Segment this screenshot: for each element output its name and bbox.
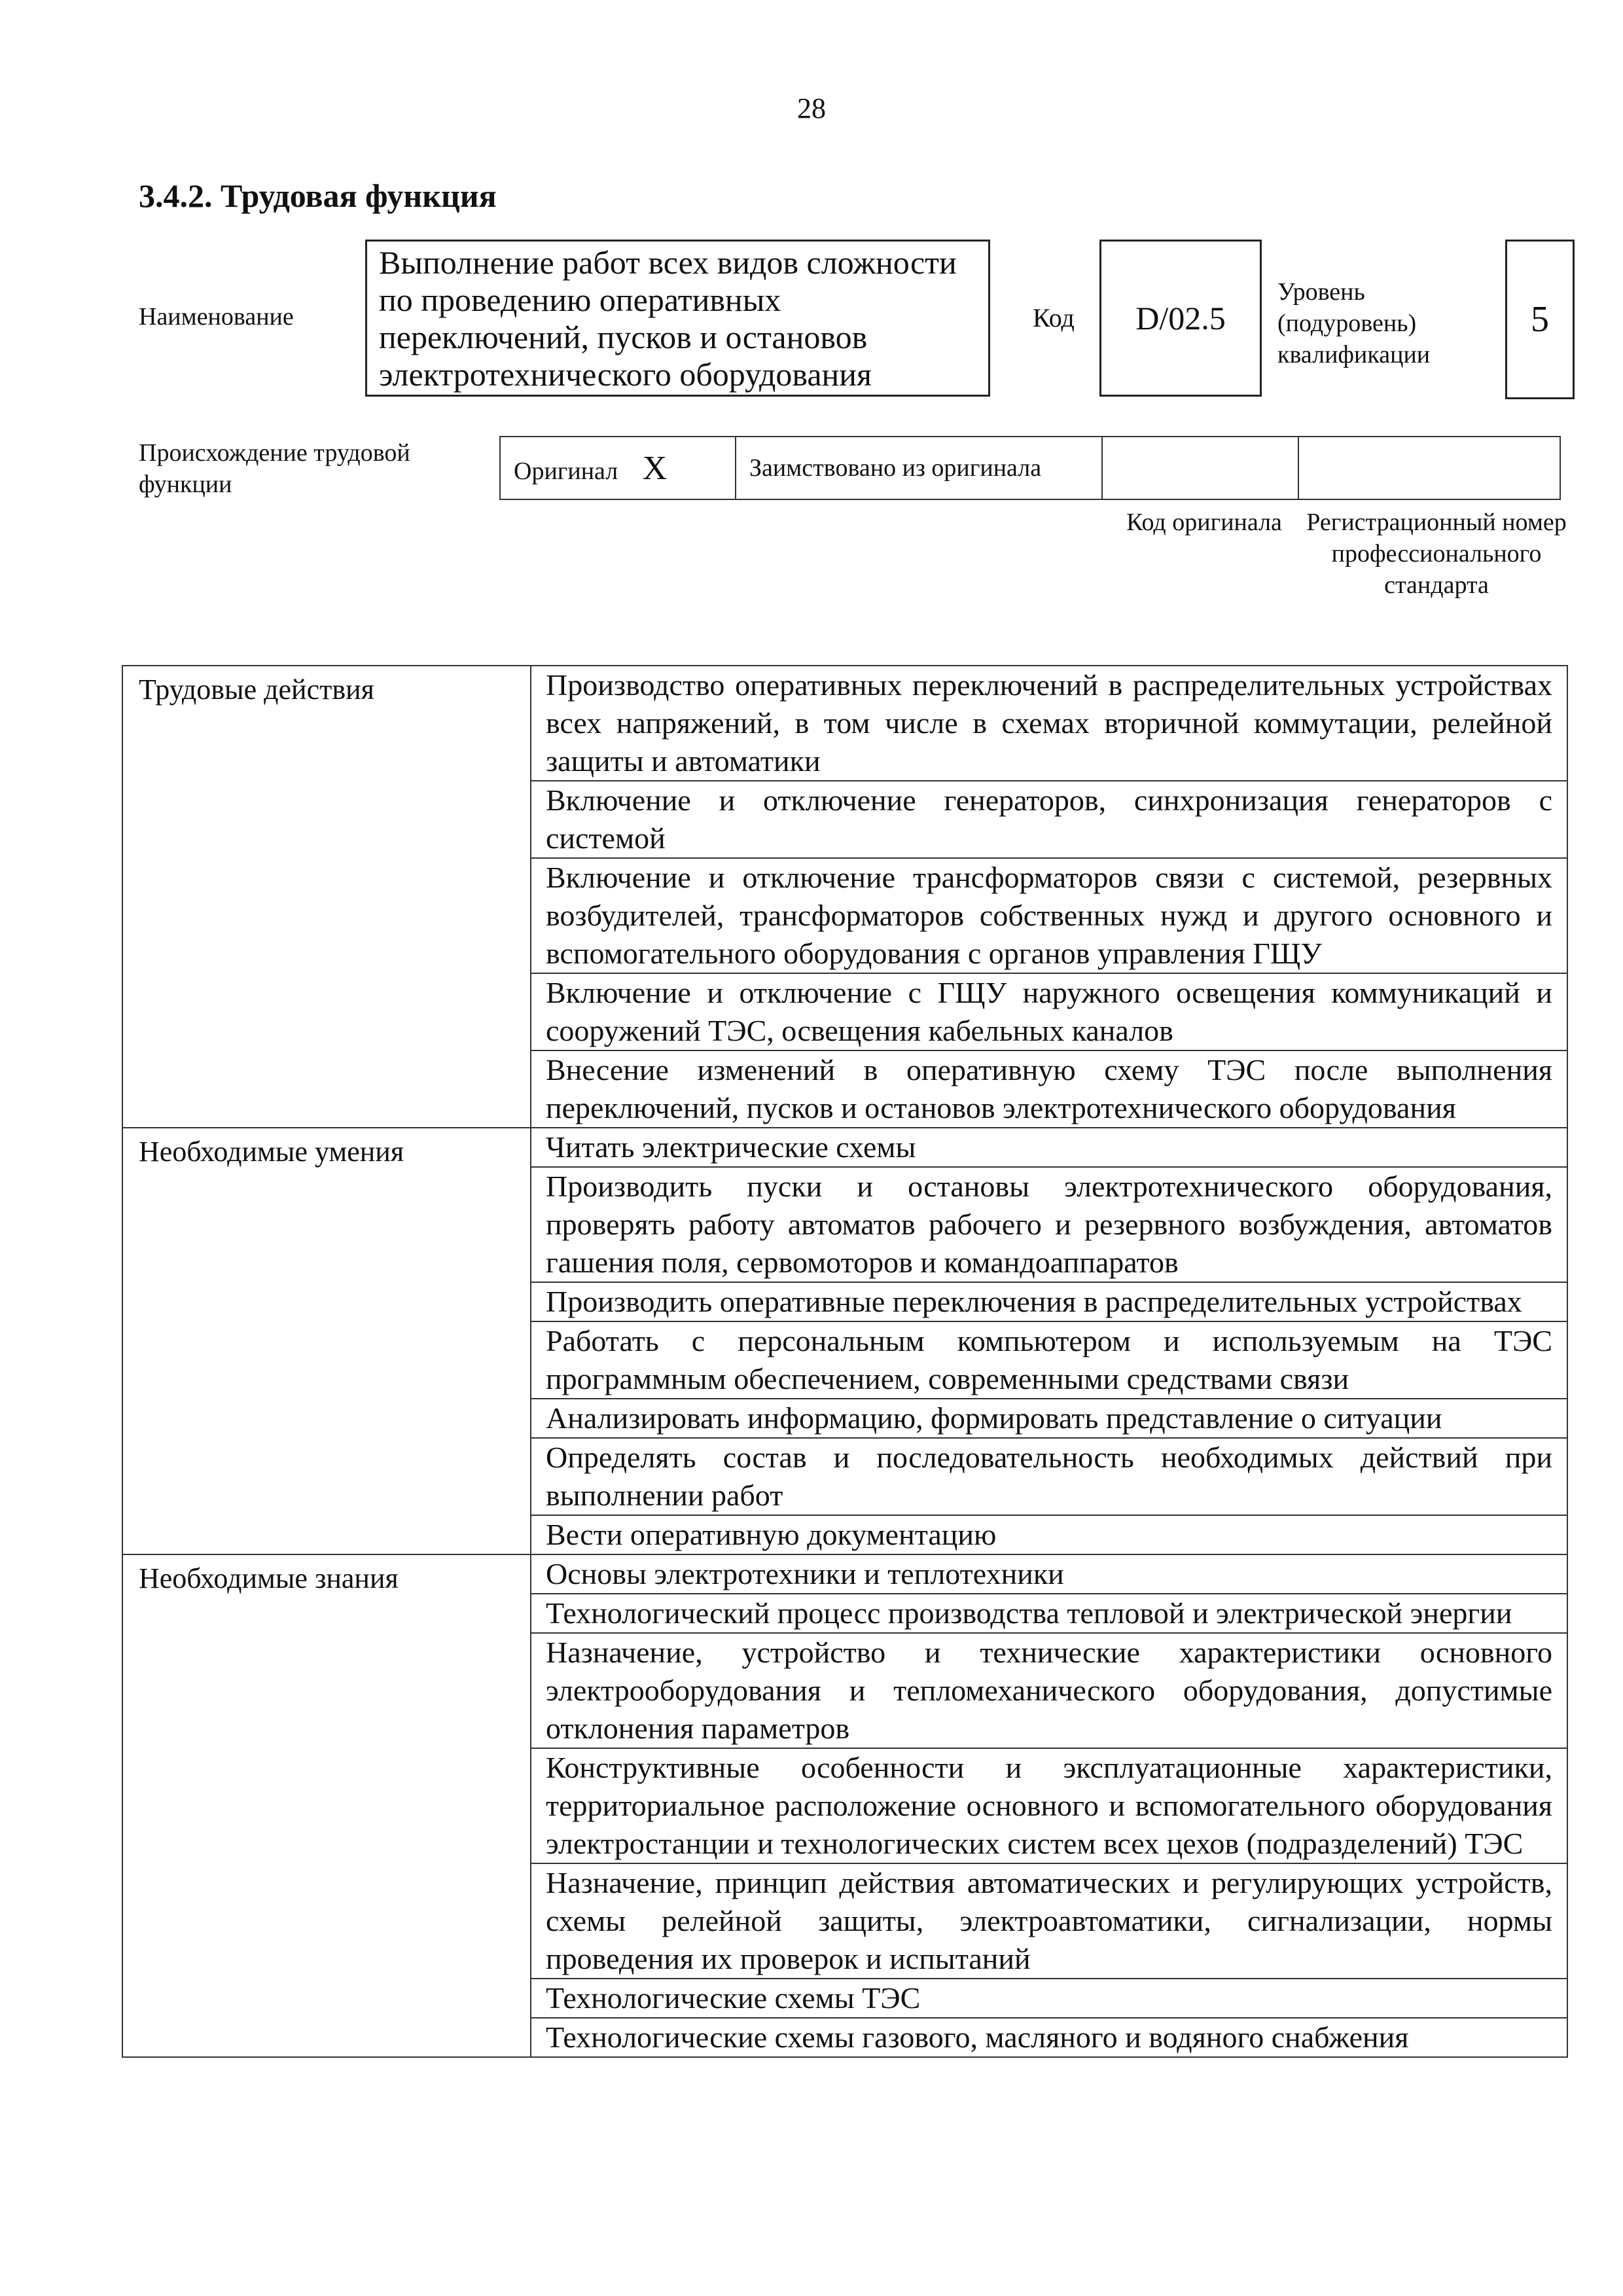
- code-box: [1099, 240, 1262, 397]
- borrowed-cell: [736, 437, 1102, 499]
- name-label: Наименование: [139, 303, 294, 331]
- item-cell: Назначение, устройство и технические характеристики основного электрооборудования и тепломеханического оборудования, допустимые отклонения параметров: [531, 1633, 1567, 1748]
- origin-table: [499, 436, 1561, 500]
- item-cell: Технологические схемы ТЭС: [531, 1979, 1567, 2018]
- main-table-body: [122, 666, 1567, 2057]
- code-caption: Код оригинала: [1126, 509, 1282, 536]
- function-name-box: [365, 240, 990, 397]
- item-cell: Внесение изменений в оперативную схему ТЭС после выполнения переключений, пусков и остановов электротехнического оборудования: [531, 1050, 1567, 1128]
- level-label: Уровень (подуровень) квалификации: [1277, 278, 1431, 368]
- table-row: [122, 666, 1567, 781]
- reg-caption: Регистрационный номер профессионального стандарта: [1306, 509, 1567, 599]
- item-cell: Определять состав и последовательность необходимых действий при выполнении работ: [531, 1438, 1567, 1515]
- original-code-cell: [1102, 437, 1298, 499]
- item-cell: Производить пуски и остановы электротехнического оборудования, проверять работу автоматов рабочего и резервного возбуждения, автоматов гашения поля, сервомоторов и командоаппаратов: [531, 1167, 1567, 1282]
- section-title: 3.4.2. Трудовая функция: [139, 177, 497, 214]
- original-cell: [500, 437, 736, 499]
- original-label: Оригинал: [514, 457, 618, 485]
- code-value: D/02.5: [1135, 300, 1226, 336]
- category-cell: Необходимые умения: [122, 1128, 531, 1554]
- page-number: 28: [797, 92, 826, 124]
- item-cell: Конструктивные особенности и эксплуатационные характеристики, территориальное расположение основного и вспомогательного оборудования электростанции и технологических систем всех цехов (подразделений) ТЭС: [531, 1748, 1567, 1863]
- level-box: [1505, 240, 1575, 399]
- category-cell: Трудовые действия: [122, 666, 531, 1128]
- code-label: Код: [1033, 303, 1075, 332]
- item-cell: Технологический процесс производства тепловой и электрической энергии: [531, 1594, 1567, 1633]
- borrowed-label: Заимствовано из оригинала: [749, 454, 1042, 482]
- function-name-value: Выполнение работ всех видов сложности по проведению оперативных переключений, пусков и остановов электротехнического оборудования: [379, 244, 957, 393]
- item-cell: Включение и отключение трансформаторов связи с системой, резервных возбудителей, трансформаторов собственных нужд и другого основного и вспомогательного оборудования с органов управления ГЩУ: [531, 858, 1567, 973]
- item-cell: Производить оперативные переключения в распределительных устройствах: [531, 1282, 1567, 1321]
- item-cell: Назначение, принцип действия автоматических и регулирующих устройств, схемы релейной защиты, электроавтоматики, сигнализации, нормы проведения их проверок и испытаний: [531, 1863, 1567, 1979]
- item-cell: Читать электрические схемы: [531, 1128, 1567, 1167]
- level-value: 5: [1531, 299, 1549, 340]
- item-cell: Производство оперативных переключений в распределительных устройствах всех напряжений, в том числе в схемах вторичной коммутации, релейной защиты и автоматики: [531, 666, 1567, 781]
- table-row: [122, 1554, 1567, 1594]
- item-cell: Работать с персональным компьютером и используемым на ТЭС программным обеспечением, современными средствами связи: [531, 1321, 1567, 1399]
- category-cell: Необходимые знания: [122, 1554, 531, 2057]
- original-mark: X: [642, 449, 668, 487]
- main-table: [122, 665, 1568, 2058]
- reg-number-cell: [1298, 437, 1560, 499]
- item-cell: Включение и отключение генераторов, синхронизация генераторов с системой: [531, 781, 1567, 858]
- item-cell: Основы электротехники и теплотехники: [531, 1554, 1567, 1594]
- item-cell: Технологические схемы газового, масляного и водяного снабжения: [531, 2018, 1567, 2057]
- item-cell: Вести оперативную документацию: [531, 1515, 1567, 1554]
- item-cell: Включение и отключение с ГЩУ наружного освещения коммуникаций и сооружений ТЭС, освещения кабельных каналов: [531, 973, 1567, 1050]
- item-cell: Анализировать информацию, формировать представление о ситуации: [531, 1399, 1567, 1438]
- origin-label: Происхождение трудовой функции: [139, 439, 410, 498]
- table-row: [122, 1128, 1567, 1167]
